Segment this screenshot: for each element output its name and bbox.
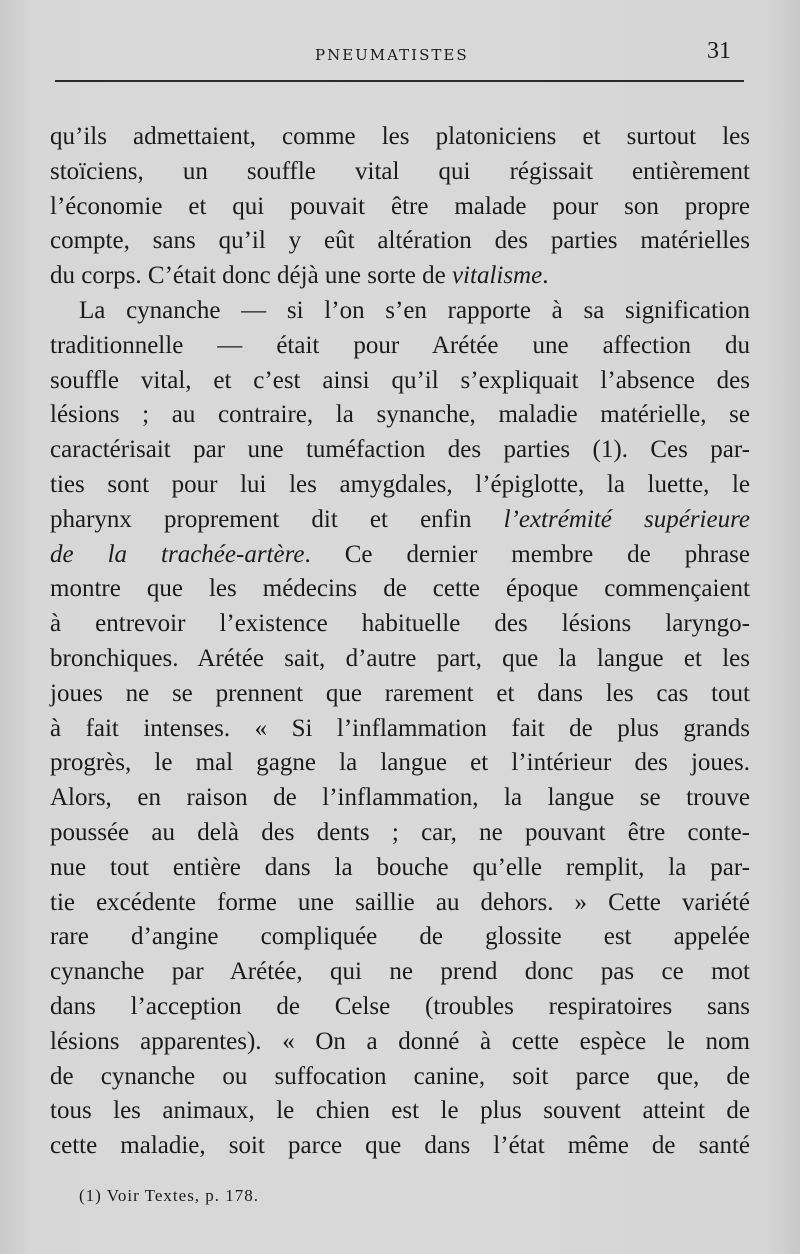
text-line: cynanche par Arétée, qui ne prend donc pas ce mot	[50, 958, 750, 986]
text-line: traditionnelle — était pour Arétée une affection du	[50, 331, 750, 359]
text-line: pharynx proprement dit et enfin l’extrémité supérieure	[50, 505, 750, 533]
text-line: souffle vital, et c’est ainsi qu’il s’expliquait l’absence des	[50, 366, 750, 394]
text-line: nue tout entière dans la bouche qu’elle remplit, la par-	[50, 853, 750, 881]
text-line: de la trachée-artère. Ce dernier membre de phrase	[50, 540, 751, 568]
text-line: ties sont pour lui les amygdales, l’épiglotte, la luette, le	[50, 470, 750, 498]
italic-term: de la trachée-artère	[50, 540, 305, 568]
text-line: cette maladie, soit parce que dans l’état même de santé	[50, 1132, 750, 1160]
italic-term: vitalisme	[451, 262, 543, 290]
running-head	[55, 38, 745, 78]
text-line: rare d’angine compliquée de glossite est appelée	[50, 923, 750, 951]
text-line: lésions ; au contraire, la synanche, maladie matérielle, se	[50, 401, 750, 429]
footnote: (1) Voir Textes, p. 178.	[79, 1186, 260, 1205]
text-line: compte, sans qu’il y eût altération des parties matérielles	[50, 227, 750, 255]
text-line: qu’ils admettaient, comme les platoniciens et surtout les	[50, 123, 750, 150]
text-line: La cynanche — si l’on s’en rapporte à sa signification	[79, 296, 750, 324]
text-line: de cynanche ou suffocation canine, soit parce que, de	[50, 1062, 750, 1090]
text-line: bronchiques. Arétée sait, d’autre part, que la langue et les	[50, 644, 750, 672]
text-line: Alors, en raison de l’inflammation, la langue se trouve	[50, 784, 750, 812]
text-line: progrès, le mal gagne la langue et l’intérieur des joues.	[50, 749, 750, 777]
page-number: 31	[707, 38, 731, 64]
text-line: dans l’acception de Celse (troubles respiratoires sans	[50, 992, 750, 1020]
text-line: caractérisait par une tuméfaction des parties (1). Ces par-	[50, 436, 750, 464]
text-line: à entrevoir l’existence habituelle des lésions laryngo-	[50, 610, 750, 638]
running-title: PNEUMATISTES	[315, 46, 469, 64]
text-line: montre que les médecins de cette époque commençaient	[50, 575, 750, 603]
text-line: joues ne se prennent que rarement et dans les cas tout	[50, 679, 750, 707]
text-line: tous les animaux, le chien est le plus souvent atteint de	[50, 1097, 750, 1125]
italic-term: l’extrémité supérieure	[503, 505, 750, 533]
text-line: lésions apparentes). « On a donné à cette espèce le nom	[50, 1027, 750, 1055]
text-line: à fait intenses. « Si l’inflammation fait de plus grands	[50, 714, 750, 742]
header-rule	[55, 80, 744, 82]
text-line: stoïciens, un souffle vital qui régissait entièrement	[50, 157, 750, 185]
text-line: l’économie et qui pouvait être malade pour son propre	[50, 192, 750, 220]
body-text	[50, 120, 750, 1164]
text-line: tie excédente forme une saillie au dehors. » Cette variété	[50, 888, 750, 916]
text-line: poussée au delà des dents ; car, ne pouvant être conte-	[50, 818, 750, 846]
text-line: du corps. C’était donc déjà une sorte de vitalisme.	[50, 262, 549, 290]
